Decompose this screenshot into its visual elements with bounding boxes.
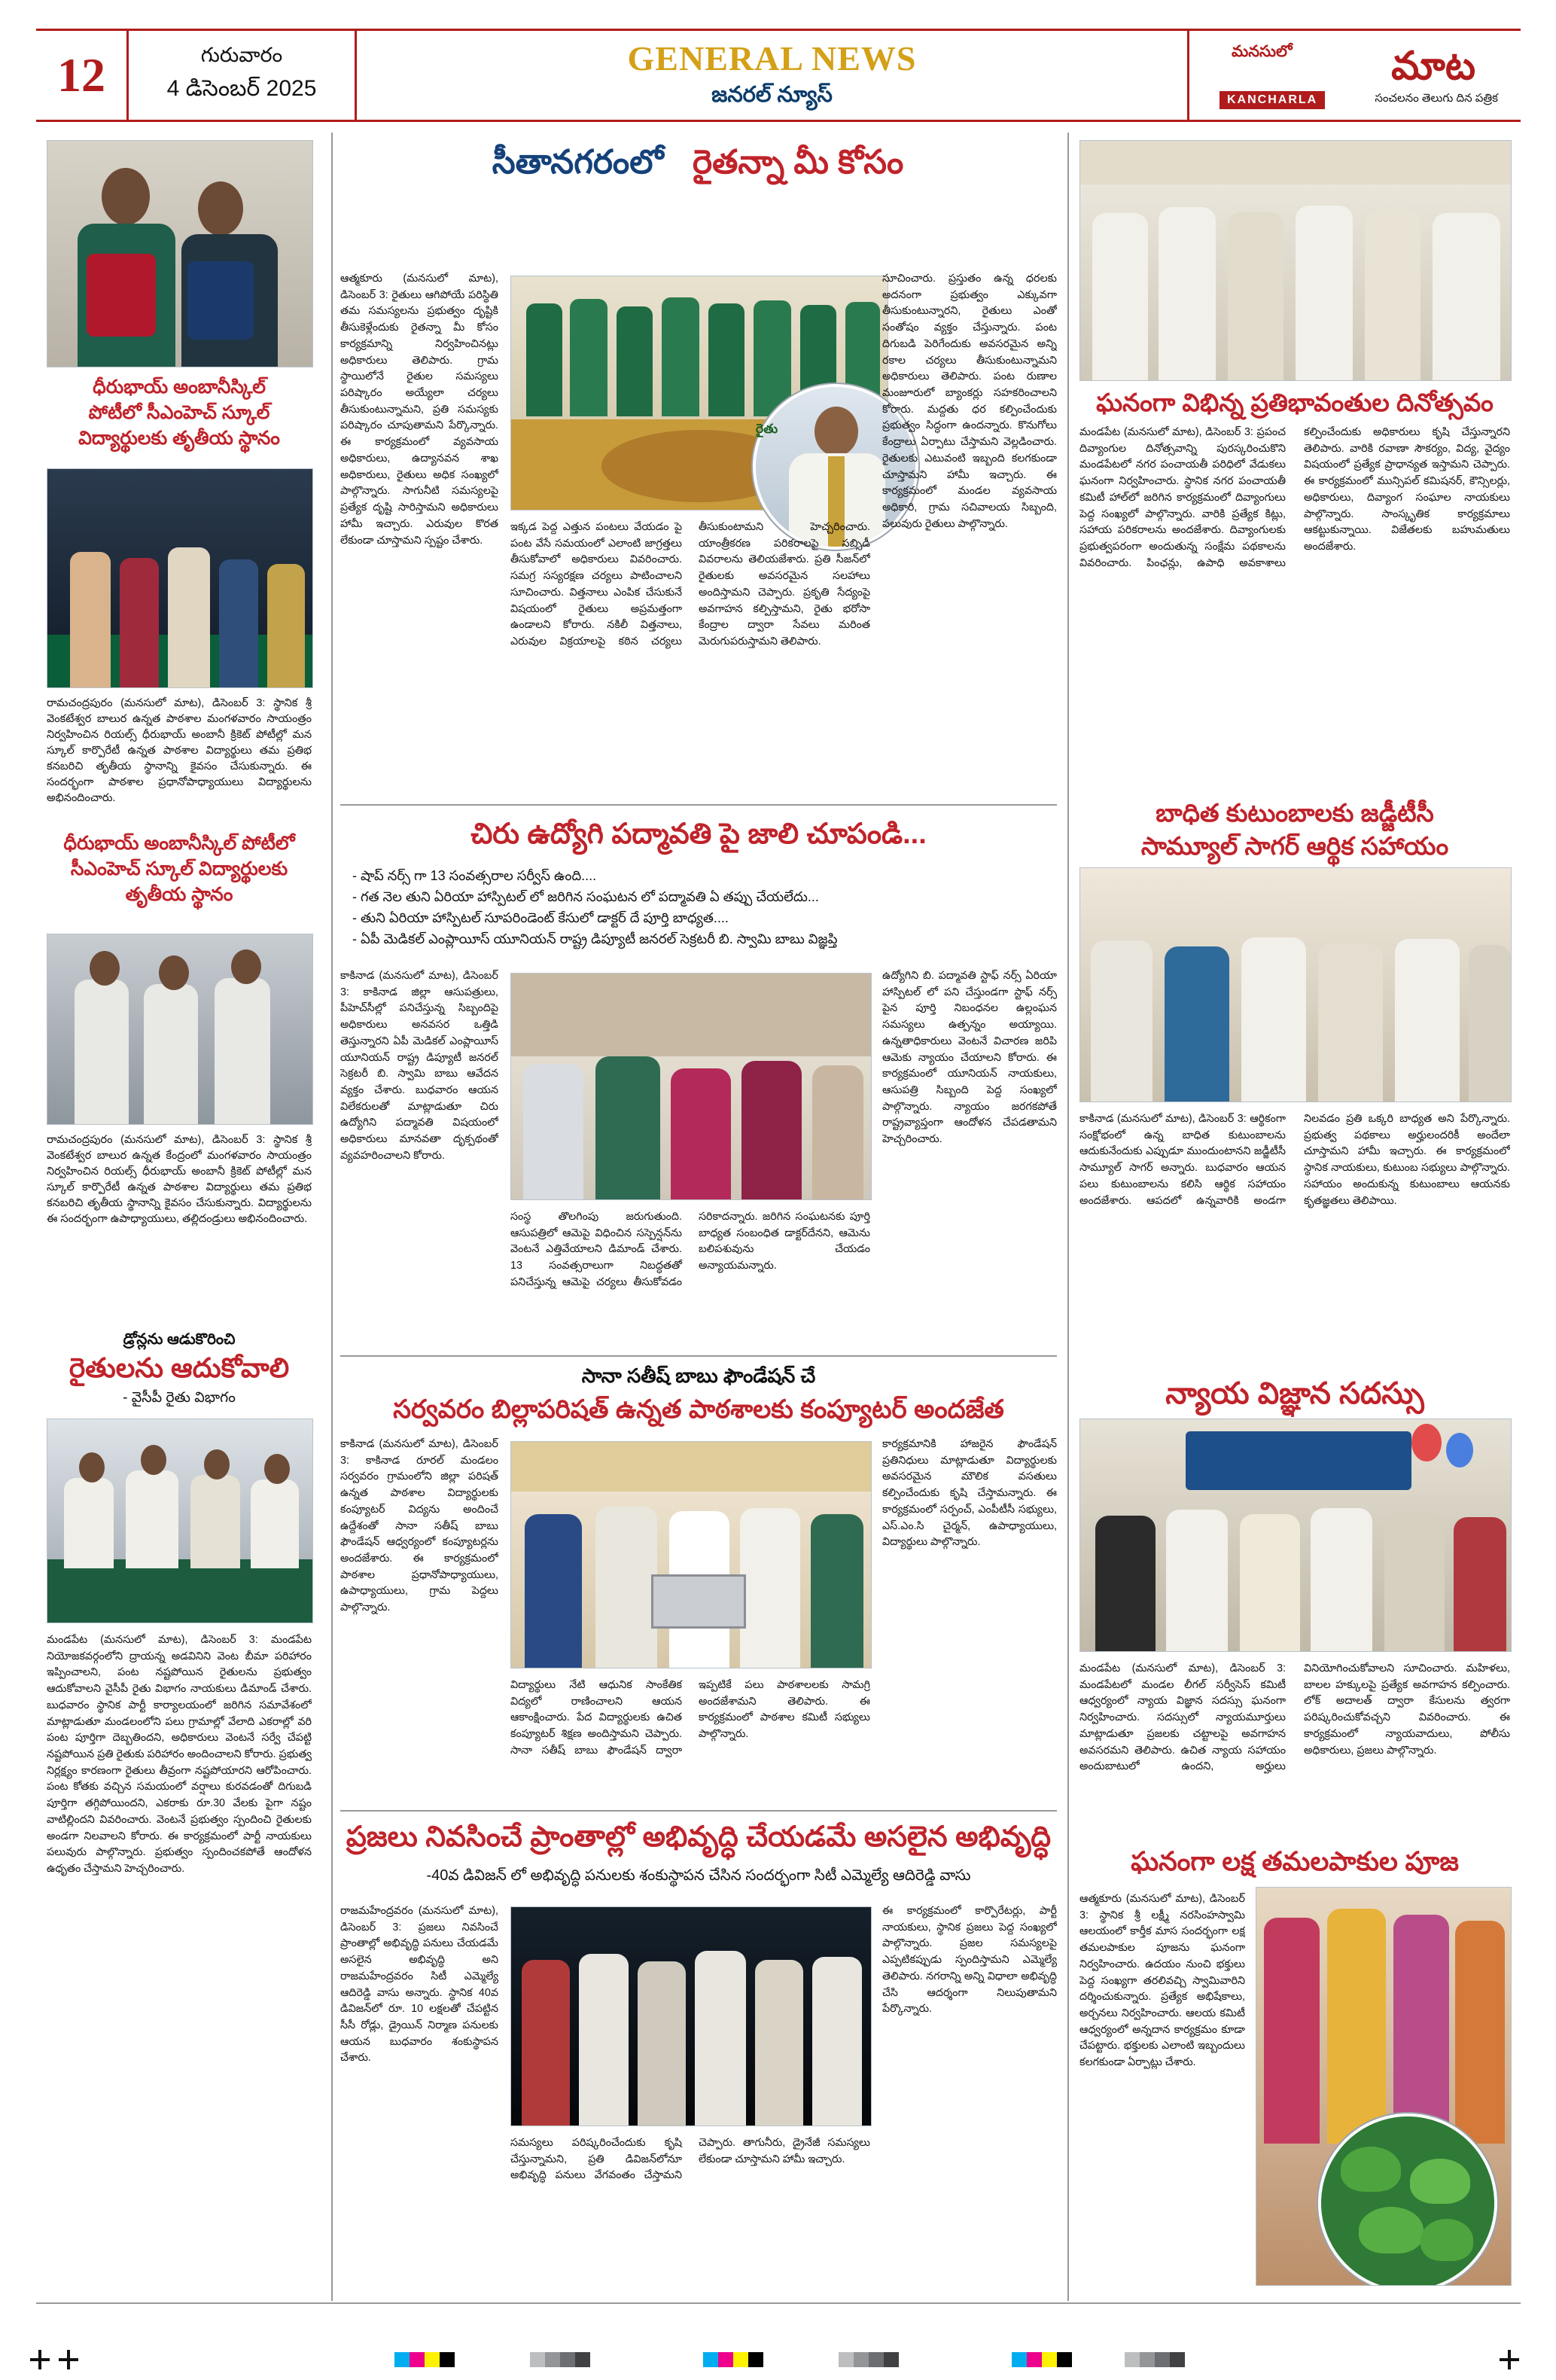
left-story3-headline: రైతులను ఆదుకోవాలి (69, 1352, 290, 1383)
page-number (36, 31, 126, 120)
color-swatches-3 (1012, 2352, 1072, 2367)
right-story1-body: మండపేట (మనసులో మాట), డిసెంబర్ 3: ప్రపంచ దివ్యాంగుల దినోత్సవాన్ని పురస్కరించుకొని మండపేటలో నగర పంచాయతీ పరిధిలో వేడుకలు ఘనంగా నిర్వహించారు. స్థానిక నగర పంచాయతీ కమిటీ హాల్‌లో జరిగిన కార్యక్రమంలో దివ్యాంగులు పెద్ద సంఖ్యలో పాల్గొన్నారు. వారికి ప్రత్యేక కిట్లు, సహాయ పరికరాలను అందజేశారు. దివ్యాంగులకు ప్రభుత్వపరంగా అందుతున్న సంక్షేమ పథకాలను వివరించారు. పింఛన్లు, ఉపాధి అవకాశాలు కల్పించేందుకు అధికారులు కృషి చేస్తున్నారని తెలిపారు. వారికి రవాణా సౌకర్యం, విద్య, వైద్యం విషయంలో ప్రత్యేక ప్రాధాన్యత ఇస్తామని చెప్పారు. ఈ కార్యక్రమంలో మున్సిపల్ కమిషనర్, కౌన్సిలర్లు, అధికారులు, దివ్యాంగ సంఘాల నాయకులు పాల్గొన్నారు. సాంస్కృతిక కార్యక్రమాలు ఆకట్టుకున్నాయి. విజేతలకు బహుమతులు అందజేశారు. (1079, 426, 1510, 569)
center-divider-2 (340, 1355, 1057, 1357)
center-low-col2: విద్యార్థులు నేటి ఆధునిక సాంకేతిక విద్యలో రాణించాలని ఆయన ఆకాంక్షించారు. పేద విద్యార్థులకు ఉచిత కంప్యూటర్ శిక్షణ అందిస్తామని చెప్పారు. సానా సతీష్ బాబు ఫౌండేషన్ ద్వారా ఇప్పటికే పలు పాఠశాలలకు సామగ్రి అందజేశామని తెలిపారు. ఈ కార్యక్రమంలో పాఠశాల కమిటీ సభ్యులు పాల్గొన్నారు. (510, 1679, 870, 1757)
left-story3-body: మండపేట (మనసులో మాట), డిసెంబర్ 3: మండపేట నియోజకవర్గంలోని ద్రాయన్న అడవినిని వెంట బీమా పరిహారం ఇప్పించాలని, పంట నష్టపోయిన రైతులను ప్రభుత్వం ఆదుకోవాలని వైసీపీ రైతు విభాగం నాయకులు డిమాండ్ చేశారు. బుధవారం స్థానిక పార్టీ కార్యాలయంలో జరిగిన సమావేశంలో మాట్లాడుతూ మండలంలోని పలు గ్రామాల్లో వేలాది ఎకరాల్లో వరి పంట పూర్తిగా దెబ్బతిందని, అధికారులు వెంటనే సర్వే చేపట్టి నష్టపోయిన ప్రతి రైతుకు పరిహారం అందించాలని కోరారు. ప్రభుత్వ నిర్లక్ష్యం కారణంగా రైతులు తీవ్రంగా నష్టపోయారని ఆరోపించారు. పంట కోతకు వచ్చిన సమయంలో వర్షాలు కురవడంతో దిగుబడి పూర్తిగా తగ్గిపోయిందని, ఎకరాకు రూ.30 వేలకు పైగా నష్టం వాటిల్లిందని వివరించారు. వెంటనే ప్రభుత్వం స్పందించి రైతులకు అండగా నిలవాలని కోరారు. ఈ కార్యక్రమంలో పార్టీ నాయకులు పలువురు పాల్గొన్నారు. ప్రభుత్వం స్పందించకపోతే ఆందోళన ఉధృతం చేస్తామని హెచ్చరించారు. (47, 1634, 312, 1876)
center-bottom-col3: ఈ కార్యక్రమంలో కార్పొరేటర్లు, పార్టీ నాయకులు, స్థానిక ప్రజలు పెద్ద సంఖ్యలో పాల్గొన్నారు. ప్రజల సమస్యలపై ఎప్పటికప్పుడు స్పందిస్తామని ఎమ్మెల్యే తెలిపారు. నగరాన్ని అన్ని విధాలా అభివృద్ధి చేసి ఆదర్శంగా నిలుపుతామని పేర్కొన్నారు. (882, 1905, 1057, 2016)
grayscale-swatches-2 (839, 2352, 899, 2367)
center-top-headline (340, 143, 1055, 182)
left-story2-caption: రామచంద్రపురం (మనసులో మాట), డిసెంబర్ 3: స్థానిక శ్రీ వెంకటేశ్వర బాలుర ఉన్నత కేంద్రంలో మంగళవారం సాయంత్రం నిర్వహించిన రియల్స్ ధీరుభాయ్ అంబానీ క్రికెట్ పోటీల్లో మన స్కూల్ కార్పొరేటీ ఉన్నత పాఠశాల విద్యార్థులు తమ ప్రతిభ కనబరిచి తృతీయ స్థానాన్ని కైవసం చేసుకున్నారు. విద్యార్థులను ఈ సందర్భంగా ఉపాధ్యాయులు, తల్లిదండ్రులు అభినందించారు. (47, 1134, 312, 1226)
publication-logo (1187, 31, 1521, 120)
grayscale-swatches-1 (530, 2352, 590, 2367)
left-story2-headline: ధీరుభాయ్ అంబానీస్కిల్ పోటీలో సీఎంహెచ్ స్కూల్ విద్యార్థులకు తృతీయ స్థానం (63, 833, 295, 905)
bullet-1: - షాప్ నర్స్ గా 13 సంవత్సరాల సర్వీస్ ఉంది.... (352, 868, 597, 883)
masthead (36, 29, 1521, 122)
center-bottom-sub: -40వ డివిజన్ లో అభివృద్ధి పనులకు శంకుస్థాపన చేసిన సందర్భంగా సిటీ ఎమ్మెల్యే ఆదిరెడ్డి వాసు (426, 1867, 971, 1884)
logo-brand: KANCHARLA (1220, 91, 1325, 109)
column-rule-2 (1067, 133, 1069, 2301)
section-title (357, 31, 1187, 120)
weekday: గురువారం (200, 44, 283, 66)
registration-mark-left (30, 2350, 50, 2369)
date-block (126, 31, 357, 120)
right-story3-headline: న్యాయ విజ్ఞాన సదస్సు (1165, 1377, 1424, 1410)
bullet-4: - ఏపీ మెడికల్ ఎంప్లాయీస్ యూనియన్ రాష్ట్ర డిప్యూటీ జనరల్ సెక్రటరీ బి. స్వామి బాబు విజ్ఞప్తి (352, 931, 838, 946)
center-top-col2: ఇక్కడ పెద్ద ఎత్తున పంటలు వేయడం పై పంట వేసే సమయంలో ఎలాంటి జాగ్రత్తలు తీసుకోవాలో అధికారులు వివరించారు. సమగ్ర సస్యరక్షణ చర్యలు పాటించాలని సూచించారు. విత్తనాలు ఎంపిక చేసుకునే విషయంలో రైతులు అప్రమత్తంగా ఉండాలని కోరారు. నకిలీ విత్తనాలు, ఎరువుల విక్రయాలపై కఠిన చర్యలు తీసుకుంటామని హెచ్చరించారు. యాంత్రీకరణ పరికరాలపై సబ్సిడీ వివరాలను తెలియజేశారు. ప్రతి సీజన్‌లో రైతులకు అవసరమైన సలహాలు అందిస్తామని చెప్పారు. ప్రకృతి సేద్యంపై అవగాహన కల్పిస్తామని, రైతు భరోసా కేంద్రాల ద్వారా సేవలు మరింత మెరుగుపరుస్తామని తెలిపారు. (510, 521, 870, 648)
left-story3-byline: - వైసీపీ రైతు విభాగం (123, 1390, 236, 1406)
logo-tagline: సంచలనం తెలుగు దిన పత్రిక (1375, 92, 1498, 105)
logo-main-text: మాట (1391, 45, 1475, 88)
center-divider-3 (340, 1810, 1057, 1812)
section-title-en: GENERAL NEWS (627, 38, 917, 78)
center-bottom-col1: రాజమహేంద్రవరం (మనసులో మాట), డిసెంబర్ 3: ప్రజలు నివసించే ప్రాంతాల్లో అభివృద్ధి పనులు చేయడమే అసలైన అభివృద్ధి అని రాజమహేంద్రవరం సిటీ ఎమ్మెల్యే ఆదిరెడ్డి వాసు అన్నారు. స్థానిక 40వ డివిజన్‌లో రూ. 10 లక్షలతో చేపట్టిన సీసీ రోడ్లు, డ్రైయిన్ నిర్మాణ పనులకు ఆయన బుధవారం శంకుస్థాపన చేశారు. (340, 1905, 498, 2065)
center-mid-col2: సంస్థ తొలగింపు జరుగుతుంది. ఆసుపత్రిలో ఆమెపై విధించిన సస్పెన్షన్‌ను వెంటనే ఎత్తివేయాలని డిమాండ్ చేశారు. 13 సంవత్సరాలుగా నిబద్ధతతో పనిచేస్తున్న ఆమెపై చర్యలు తీసుకోవడం సరికాదన్నారు. జరిగిన సంఘటనకు పూర్తి బాధ్యత సంబంధిత డాక్టర్‌దేనని, ఆమెను బలిపశువును చేయడం అన్యాయమన్నారు. (510, 1211, 870, 1288)
photo-legal-awareness (1079, 1419, 1512, 1652)
photo-students-bags (47, 140, 313, 367)
center-low-kicker: సానా సతీష్ బాబు ఫౌండేషన్ చే (581, 1364, 816, 1387)
center-mid-col1: కాకినాడ (మనసులో మాట), డిసెంబర్ 3: కాకినాడ జిల్లా ఆసుపత్రులు, పీహెచ్‌సీల్లో పనిచేస్తున్న సిబ్బందిపై అధికారులు అనవసర ఒత్తిడి తెస్తున్నారని ఏపీ మెడికల్ ఎంప్లాయీస్ యూనియన్ రాష్ట్ర డిప్యూటీ జనరల్ సెక్రటరీ బి. స్వామి బాబు ఆవేదన వ్యక్తం చేశారు. బుధవారం ఆయన విలేకరులతో మాట్లాడుతూ చిరు ఉద్యోగిని పద్మావతి విషయంలో అధికారులు మానవతా దృక్పథంతో వ్యవహరించాలని కోరారు. (340, 970, 498, 1162)
center-low-col1: కాకినాడ (మనసులో మాట), డిసెంబర్ 3: కాకినాడ రూరల్ మండలం సర్వవరం గ్రామంలోని జిల్లా పరిషత్ ఉన్నత పాఠశాల విద్యార్థులకు కంప్యూటర్ విద్యను అందించే ఉద్దేశంతో సానా సతీష్ బాబు ఫౌండేషన్ ఆధ్వర్యంలో కంప్యూటర్లను అందజేశారు. ఈ కార్యక్రమంలో పాఠశాల ప్రధానోపాధ్యాయులు, ఉపాధ్యాయులు, గ్రామ పెద్దలు పాల్గొన్నారు. (340, 1438, 498, 1614)
left-story1-caption: రామచంద్రపురం (మనసులో మాట), డిసెంబర్ 3: స్థానిక శ్రీ వెంకటేశ్వర బాలుర ఉన్నత పాఠశాల మంగళవారం సాయంత్రం నిర్వహించిన రియల్స్ ధీరుభాయ్ అంబానీ క్రికెట్ పోటీల్లో మన స్కూల్ కార్పొరేటీ ఉన్నత పాఠశాల విద్యార్థులు తమ ప్రతిభ కనబరిచి తృతీయ స్థానాన్ని కైవసం చేసుకున్నారు. ఈ సందర్భంగా పాఠశాల ప్రధానోపాధ్యాయులు విద్యార్థులను అభినందించారు. (47, 697, 312, 805)
photo-foundation-stone (510, 1906, 872, 2126)
center-mid-bullets (352, 866, 1045, 950)
center-mid-col3: ఉద్యోగిని బి. పద్మావతి స్టాఫ్ నర్స్ ఏరియా హాస్పిటల్ లో పని చేస్తుండగా స్టాఫ్ నర్స్ పైన పూర్తి నిబంధనల ఉల్లంఘన సమస్యలు ఉత్పన్నం అయ్యాయి. ఉన్నతాధికారులు వెంటనే విచారణ జరిపి ఆమెకు న్యాయం చేయాలని కోరారు. ఈ కార్యక్రమంలో యూనియన్ నాయకులు, ఆసుపత్రి సిబ్బంది పెద్ద సంఖ్యలో పాల్గొన్నారు. న్యాయం జరగకపోతే రాష్ట్రవ్యాప్తంగా ఆందోళన చేపడతామని హెచ్చరించారు. (882, 970, 1057, 1146)
right-story2-headline: బాధిత కుటుంబాలకు జడ్జీటీసీ సామ్యూల్ సాగర్ ఆర్థిక సహాయం (1140, 799, 1449, 860)
color-swatches-2 (703, 2352, 763, 2367)
photo-students-cycles (47, 934, 313, 1125)
print-registration-bar (30, 2350, 1528, 2369)
date: 4 డిసెంబర్ 2025 (166, 76, 317, 101)
left-story1-headline: ధీరుభాయ్ అంబానీస్కిల్ పోటీలో సీఎంహెచ్ స్కూల్ విద్యార్థులకు తృతీయ స్థానం (78, 376, 280, 449)
photo-award-ceremony (47, 468, 313, 688)
logo-top-text: మనసులో (1232, 43, 1293, 60)
grayscale-swatches-3 (1125, 2352, 1185, 2367)
color-swatches-1 (394, 2352, 455, 2367)
right-story3-body: మండపేట (మనసులో మాట), డిసెంబర్ 3: మండపేటలో మండల లీగల్ సర్వీసెస్ కమిటీ ఆధ్వర్యంలో న్యాయ విజ్ఞాన సదస్సు ఘనంగా నిర్వహించారు. సదస్సులో న్యాయమూర్తులు మాట్లాడుతూ ప్రజలకు చట్టాలపై అవగాహన అవసరమని తెలిపారు. ఉచిత న్యాయ సహాయం అందుబాటులో ఉందని, అర్హులు వినియోగించుకోవాలని సూచించారు. మహిళలు, బాలల హక్కులపై ప్రత్యేక అవగాహన కల్పించారు. లోక్ అదాలత్ ద్వారా కేసులను త్వరగా పరిష్కరించుకోవచ్చని వివరించారు. ఈ కార్యక్రమంలో న్యాయవాదులు, పోలీసు అధికారులు, ప్రజలు పాల్గొన్నారు. (1079, 1662, 1510, 1773)
photo-press-meet (47, 1419, 313, 1623)
page-bottom-rule (36, 2302, 1521, 2304)
column-rule-1 (331, 133, 333, 2301)
center-top-headline-part1: సీతానగరంలో (492, 144, 664, 181)
photo-union-press (510, 973, 872, 1200)
right-story4-body: ఆత్మకూరు (మనసులో మాట), డిసెంబర్ 3: స్థానిక శ్రీ లక్ష్మీ నరసింహస్వామి ఆలయంలో కార్తీక మాస సందర్భంగా లక్ష తమలపాకుల పూజను ఘనంగా నిర్వహించారు. ఉదయం నుంచి భక్తులు పెద్ద సంఖ్యగా తరలివచ్చి స్వామివారిని దర్శించుకున్నారు. ప్రత్యేక అభిషేకాలు, అర్చనలు నిర్వహించారు. ఆలయ కమిటీ ఆధ్వర్యంలో అన్నదాన కార్యక్రమం కూడా చేపట్టారు. భక్తులకు ఎలాంటి ఇబ్బందులు కలగకుండా ఏర్పాట్లు చేశారు. (1079, 1893, 1245, 2069)
photo-betel-leaf-pooja (1256, 1887, 1512, 2286)
center-bottom-headline: ప్రజలు నివసించే ప్రాంతాల్లో అభివృద్ధి చేయడమే అసలైన అభివృద్ధి (346, 1821, 1052, 1853)
photo-computer-handover (510, 1441, 872, 1668)
center-mid-headline: చిరు ఉద్యోగి పద్మావతి పై జాలి చూపండి... (470, 818, 927, 850)
photo-inset-betel-leaves (1318, 2113, 1497, 2286)
center-bottom-col2: సమస్యలు పరిష్కరించేందుకు కృషి చేస్తున్నామని, ప్రతి డివిజన్‌లోనూ అభివృద్ధి పనులు వేగవంతం చేస్తామని చెప్పారు. తాగునీరు, డ్రైనేజీ సమస్యలు లేకుండా చూస్తామని హామీ ఇచ్చారు. (510, 2137, 870, 2182)
bullet-2: - గత నెల తుని ఏరియా హాస్పిటల్ లో జరిగిన సంఘటన లో పద్మావతి ఏ తప్పు చేయలేదు... (352, 888, 819, 904)
right-story2-body: కాకినాడ (మనసులో మాట), డిసెంబర్ 3: ఆర్థికంగా సంక్షోభంలో ఉన్న బాధిత కుటుంబాలను ఆదుకునేందుకు ఎప్పుడూ ముందుంటానని జడ్జీటీసీ సామ్యూల్ సాగర్ అన్నారు. బుధవారం ఆయన పలు కుటుంబాలను కలిసి ఆర్థిక సహాయం అందజేశారు. ఆపదలో ఉన్నవారికి అండగా నిలవడం ప్రతి ఒక్కరి బాధ్యత అని పేర్కొన్నారు. ప్రభుత్వ పథకాలు అర్హులందరికీ అందేలా చూస్తామని హామీ ఇచ్చారు. ఈ కార్యక్రమంలో స్థానిక నాయకులు, కుటుంబ సభ్యులు పాల్గొన్నారు. సహాయం అందుకున్న కుటుంబాలు ఆయనకు కృతజ్ఞతలు తెలిపాయి. (1079, 1113, 1510, 1207)
photo-financial-aid (1079, 867, 1512, 1102)
center-low-headline: సర్వవరం బిల్లాపరిషత్ ఉన్నత పాఠశాలకు కంప్యూటర్ అందజేత (393, 1395, 1004, 1424)
center-divider-1 (340, 804, 1057, 806)
center-top-col1: ఆత్మకూరు (మనసులో మాట), డిసెంబర్ 3: రైతులు ఆగిపోయే పరిస్థితి తమ సమస్యలను ప్రభుత్వం దృష్టికి తీసుకెళ్లేందుకు రైతన్నా మీ కోసం కార్యక్రమాన్ని నిర్వహించినట్లు అధికారులు తెలిపారు. గ్రామ స్థాయిలోనే రైతుల సమస్యలు పరిష్కారం అయ్యేలా చర్యలు తీసుకుంటున్నామని, ప్రతి సమస్యకు పరిష్కారం చూపుతామని పేర్కొన్నారు. ఈ కార్యక్రమంలో వ్యవసాయ అధికారులు, ఉద్యానవన శాఖ అధికారులు, రైతులు అధిక సంఖ్యలో పాల్గొన్నారు. సాగునీటి సమస్యలపై ప్రత్యేక దృష్టి సారిస్తామని అధికారులు హామీ ఇచ్చారు. ఎరువుల కొరత లేకుండా చూస్తామని స్పష్టం చేశారు. (340, 273, 498, 547)
center-low-col3: కార్యక్రమానికి హాజరైన ఫౌండేషన్ ప్రతినిధులు మాట్లాడుతూ విద్యార్థులకు అవసరమైన మౌలిక వసతులు కల్పించేందుకు కృషి చేస్తామన్నారు. ఈ కార్యక్రమంలో సర్పంచ్, ఎంపీటీసీ సభ్యులు, ఎస్.ఎం.సి చైర్మన్, ఉపాధ్యాయులు, విద్యార్థులు పాల్గొన్నారు. (882, 1438, 1057, 1549)
bullet-3: - తుని ఏరియా హాస్పిటల్ సూపరిండెంట్ కేసులో డాక్టర్ దే పూర్తి బాధ్యత.... (352, 910, 729, 925)
page-number-value: 12 (57, 48, 105, 102)
photo-disabled-day (1079, 140, 1512, 381)
registration-mark-right (1500, 2350, 1519, 2369)
photo-inset-label: రైతు (756, 422, 778, 436)
center-top-headline-part2: రైతన్నా మీ కోసం (693, 144, 904, 181)
registration-mark-left2 (59, 2350, 78, 2369)
section-title-te: జనరల్ న్యూస్ (711, 82, 833, 107)
right-story1-headline: ఘనంగా విభిన్న ప్రతిభావంతుల దినోత్సవం (1096, 389, 1494, 416)
left-story3-kicker: డ్రోన్లను ఆడుకొరించి (123, 1331, 236, 1348)
right-story4-headline: ఘనంగా లక్ష తమలపాకుల పూజ (1131, 1847, 1459, 1876)
center-top-col3: సూచించారు. ప్రస్తుతం ఉన్న ధరలకు అదనంగా ప్రభుత్వం ఎక్కువగా తీసుకుంటున్నారని, రైతులు ఎంతో సంతోషం వ్యక్తం చేస్తున్నారు. పంట దిగుబడి పెరిగేందుకు అవసరమైన అన్ని రకాల చర్యలు తీసుకుంటున్నామని అధికారులు తెలిపారు. పంట రుణాల మంజూరులో బ్యాంకర్లు సహకరించాలని కోరారు. మద్దతు ధర కల్పించేందుకు ప్రభుత్వం సిద్ధంగా ఉందన్నారు. కొనుగోలు కేంద్రాలు ఏర్పాటు చేస్తామని వెల్లడించారు. రైతులకు ఎటువంటి ఇబ్బంది కలగకుండా చూస్తామని హామీ ఇచ్చారు. ఈ కార్యక్రమంలో మండల వ్యవసాయ అధికారి, గ్రామ సచివాలయ సిబ్బంది, పలువురు రైతులు పాల్గొన్నారు. (882, 273, 1057, 530)
